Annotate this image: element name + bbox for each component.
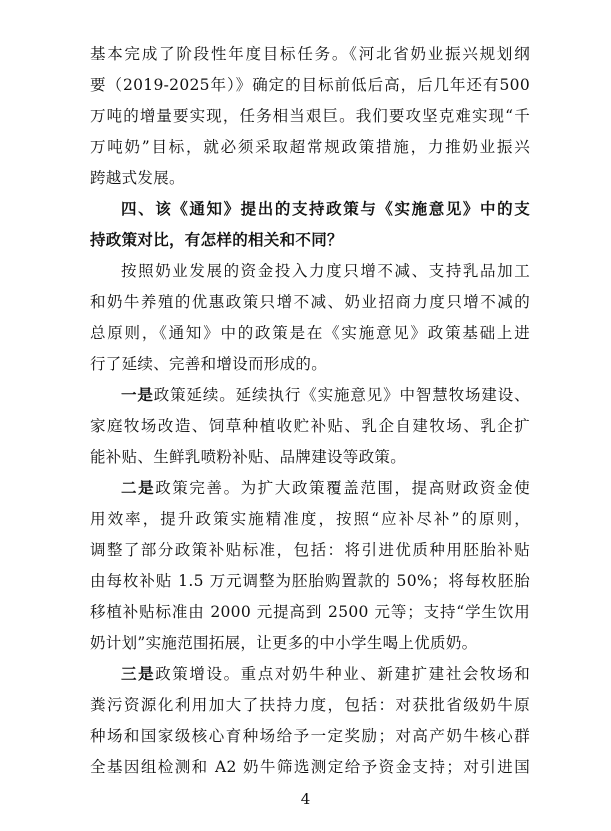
lead-term: 三是 (121, 664, 156, 683)
body-text-span: 政策延续。延续执行《实施意见》中智慧牧场建设、 (153, 386, 530, 404)
body-text-line: 调整了部分政策补贴标准，包括：将引进优质种用胚胎补贴 (90, 541, 530, 559)
body-text-line: 按照奶业发展的资金投入力度只增不减、支持乳品加工 (121, 262, 530, 280)
lead-term: 一是 (121, 385, 154, 404)
section-heading-line: 四、该《通知》提出的支持政策与《实施意见》中的支 (121, 200, 530, 218)
body-text-line: 万吨的增量要实现，任务相当艰巨。我们要攻坚克难实现“千 (90, 107, 530, 125)
body-text-line: 由每枚补贴 1.5 万元调整为胚胎购置款的 50%；将每枚胚胎 (90, 572, 530, 590)
body-text-line: 万吨奶”目标，就必须采取超常规政策措施，力推奶业振兴 (90, 138, 530, 156)
body-text-line: 行了延续、完善和增设而形成的。 (90, 355, 328, 373)
body-text-span: 政策完善。为扩大政策覆盖范围，提高财政资金使 (155, 479, 530, 497)
body-text-line: 跨越式发展。 (90, 169, 185, 187)
body-text-line (121, 478, 530, 500)
body-text-span: 政策增设。重点对奶牛种业、新建扩建社会牧场和 (155, 665, 530, 683)
body-text-line: 奶计划”实施范围拓展，让更多的中小学生喝上优质奶。 (90, 634, 478, 652)
body-text-line: 种场和国家级核心育种场给予一定奖励；对高产奶牛核心群 (90, 727, 530, 745)
body-text-line: 总原则，《通知》中的政策是在《实施意见》政策基础上进 (90, 324, 530, 342)
body-text-line: 用效率，提升政策实施精准度，按照“应补尽补”的原则， (90, 510, 530, 528)
body-text-line: 移植补贴标准由 2000 元提高到 2500 元等；支持“学生饮用 (90, 603, 530, 621)
body-text-line: 和奶牛养殖的优惠政策只增不减、奶业招商力度只增不减的 (90, 293, 530, 311)
body-text-line: 要（2019-2025年）》确定的目标前低后高，后几年还有500 (90, 76, 530, 94)
body-text-line (121, 664, 530, 686)
lead-term: 二是 (121, 478, 156, 497)
section-heading-line: 持政策对比，有怎样的相关和不同？ (90, 231, 343, 249)
body-text-line (121, 385, 530, 407)
body-text-line: 家庭牧场改造、饲草种植收贮补贴、乳企自建牧场、乳企扩 (90, 417, 530, 435)
page-number: 4 (300, 790, 311, 808)
body-text-line: 全基因组检测和 A2 奶牛筛选测定给予资金支持；对引进国 (90, 758, 530, 776)
body-text-line: 能补贴、生鲜乳喷粉补贴、品牌建设等政策。 (90, 448, 407, 466)
body-text-line: 基本完成了阶段性年度目标任务。《河北省奶业振兴规划纲 (90, 45, 530, 63)
body-text-line: 粪污资源化利用加大了扶持力度，包括：对获批省级奶牛原 (90, 696, 530, 714)
